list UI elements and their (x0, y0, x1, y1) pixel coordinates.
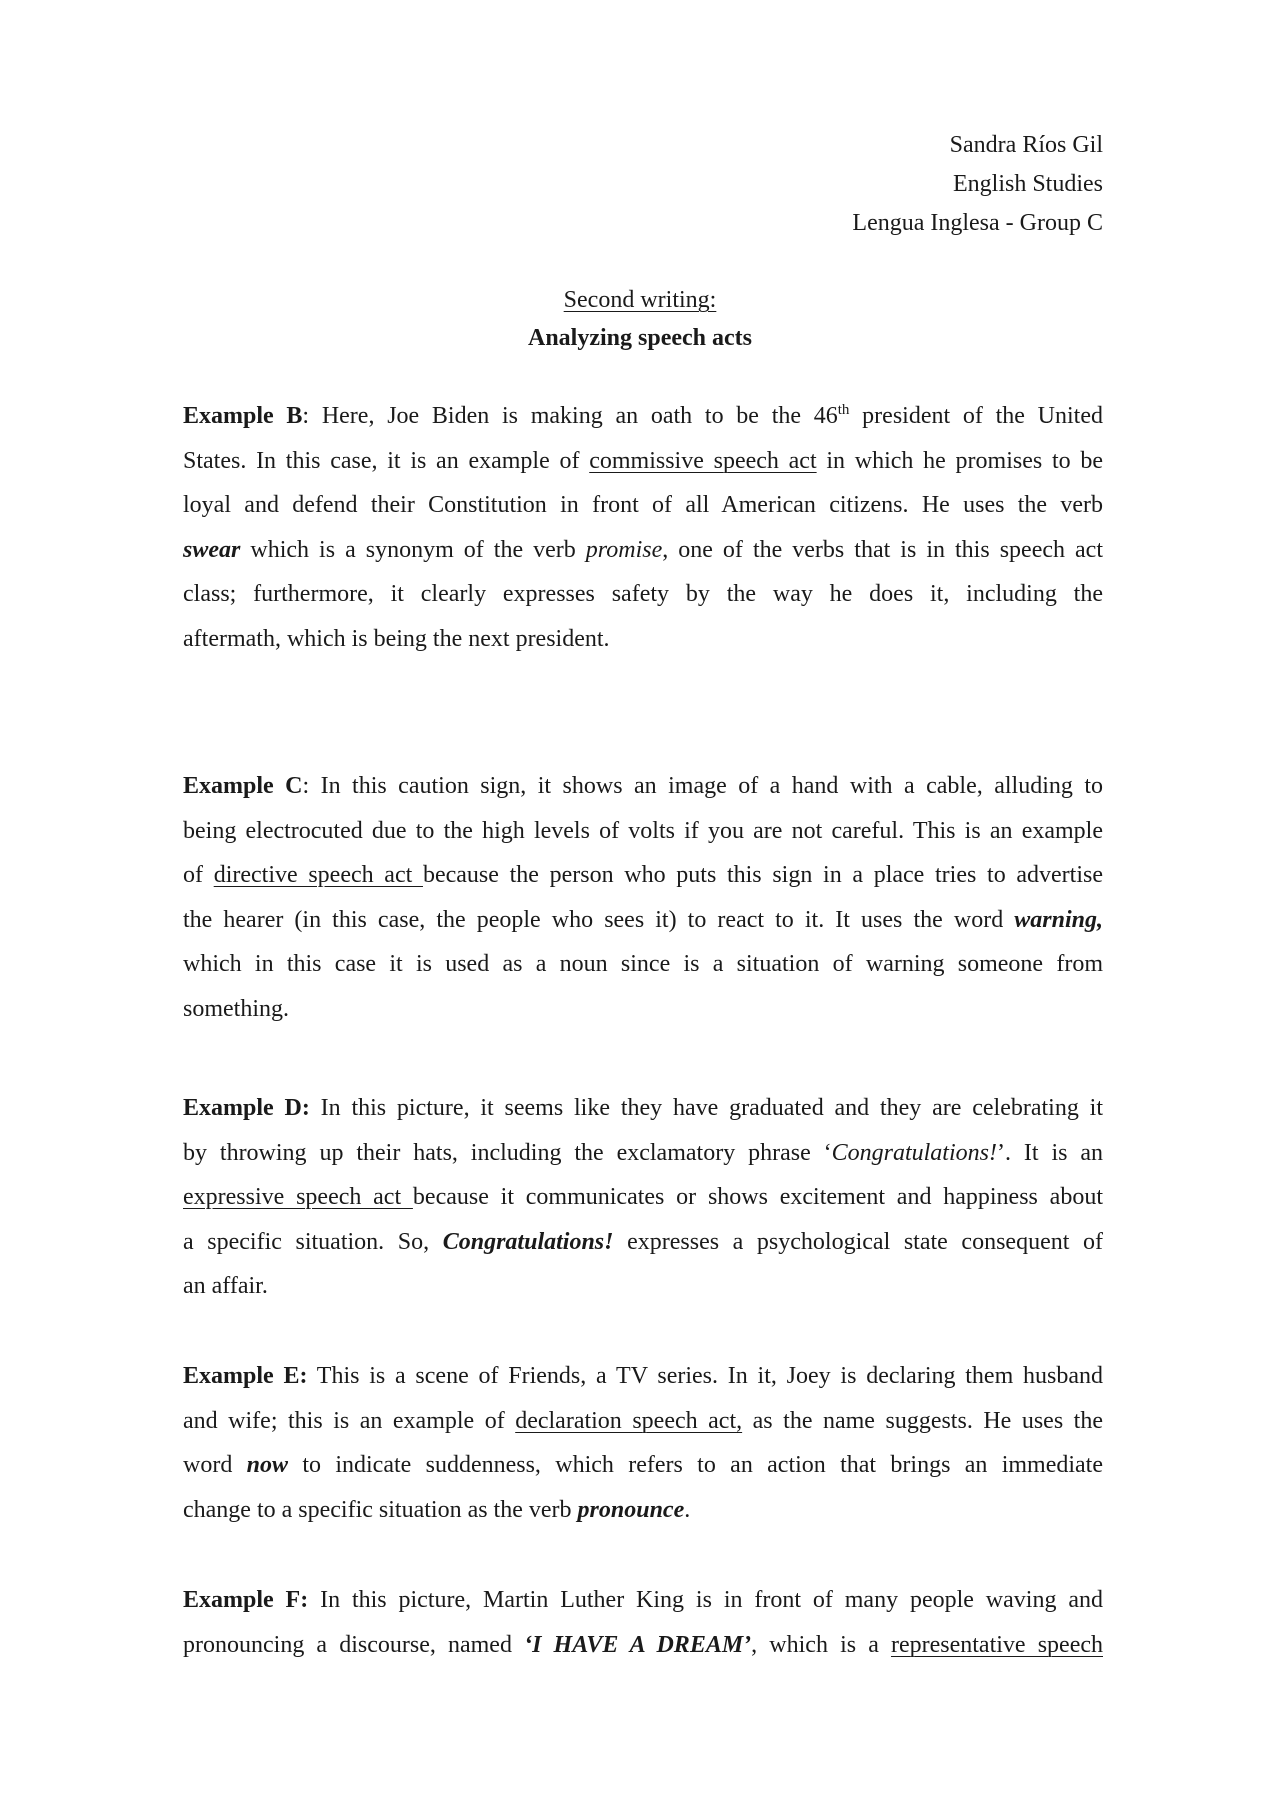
example-e-label: Example E: (183, 1363, 308, 1389)
paragraph-example-f: Example F: In this picture, Martin Luther King is in front of many people waving and pronouncing a discourse, named ‘I HAVE A DREAM’, which is a representative speech (183, 1587, 1103, 1658)
course-name: Lengua Inglesa - Group C (852, 210, 1103, 236)
document-subtitle: Second writing: (563, 287, 717, 313)
paragraph-example-d: Example D: In this picture, it seems like they have graduated and they are celebrating it by throwing up their hats, including the exclamatory phrase ‘Congratulations!’. It is an expressive speech act because it communicates or shows excitement and happiness about a specific situation. So, Congratulations! expresses a psychological state consequent of an affair. (183, 1095, 1104, 1300)
term-declaration: declaration speech act, (515, 1407, 743, 1434)
document-title: Analyzing speech acts (528, 325, 752, 351)
paragraph-example-c: Example C: In this caution sign, it shows an image of a hand with a cable, alluding to being electrocuted due to the high levels of volts if you are not careful. This is an example of directive speech act because the person who puts this sign in a place tries to advertise the hearer (in this case, the people who sees it) to react to it. It uses the word warning, which in this case it is used as a noun since is a situation of warning someone from something. (183, 773, 1103, 1022)
example-f-label: Example F: (183, 1587, 309, 1613)
example-d-label: Example D: (183, 1095, 310, 1121)
term-directive: directive speech act (213, 862, 423, 889)
program-name: English Studies (952, 171, 1103, 197)
paragraph-example-e: Example E: This is a scene of Friends, a TV series. In it, Joey is declaring them husband and wife; this is an example of declaration speech act, as the name suggests. He uses the word now to indicate suddenness, which refers to an action that brings an immediate change to a specific situation as the verb pronounce. (183, 1363, 1104, 1523)
example-b-label: Example B (183, 403, 303, 429)
term-commissive: commissive speech act (589, 447, 817, 474)
term-expressive: expressive speech act (183, 1184, 413, 1211)
example-c-label: Example C (183, 773, 303, 799)
paragraph-example-b: Example B: Here, Joe Biden is making an oath to be the 46th president of the United States. In this case, it is an example of commissive speech act in which he promises to be loyal and defend their Constitution in front of all American citizens. He uses the verb swear which is a synonym of the verb promise, one of the verbs that is in this speech act class; furthermore, it clearly expresses safety by the way he does it, including the aftermath, which is being the next president. (183, 402, 1104, 652)
term-representative: representative speech (890, 1631, 1103, 1658)
author-name: Sandra Ríos Gil (949, 132, 1103, 158)
